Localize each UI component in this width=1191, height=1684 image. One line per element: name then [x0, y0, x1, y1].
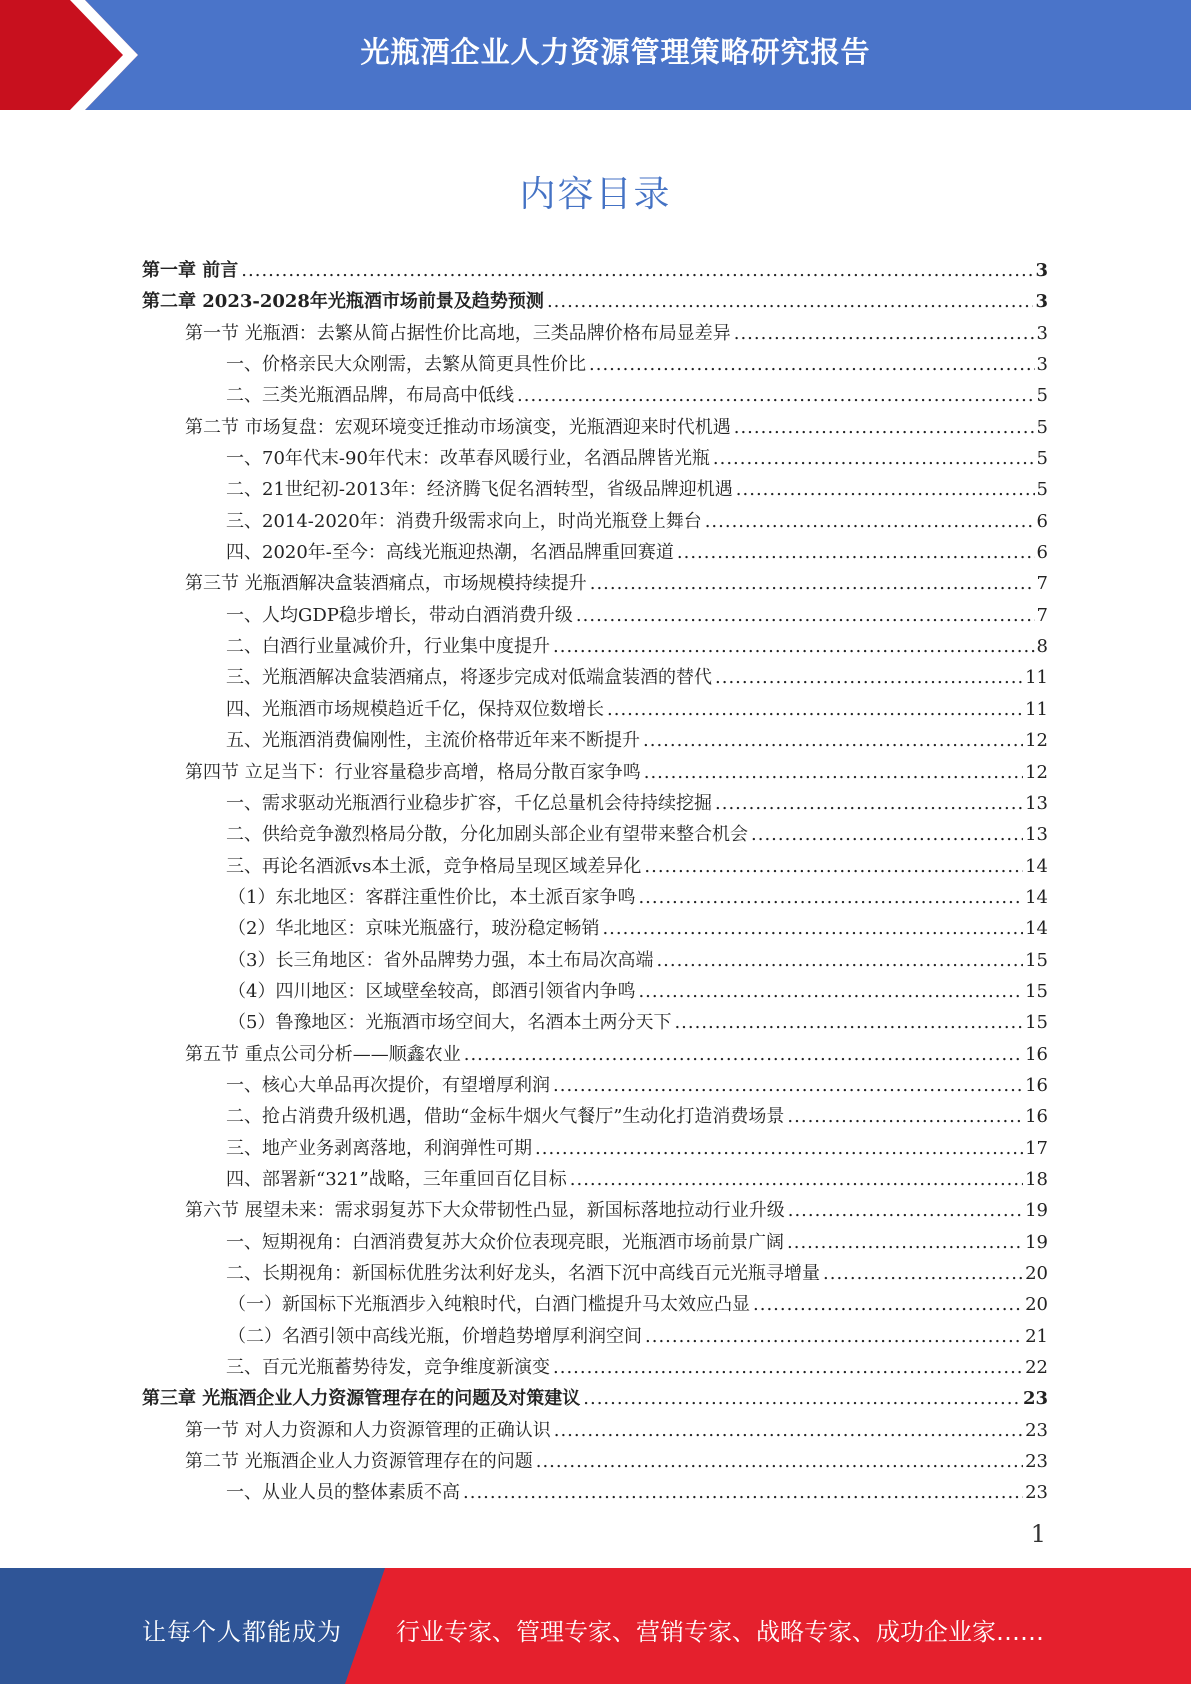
toc-entry-page: 17	[1025, 1137, 1048, 1159]
toc-entry-title: （一）新国标下光瓶酒步入纯粮时代，白酒门槛提升马太效应凸显	[228, 1294, 750, 1316]
toc-entry[interactable]	[142, 380, 1048, 411]
toc-entry-title: 三、再论名酒派vs本土派，竞争格局呈现区域差异化	[226, 855, 642, 877]
toc-entry-title: 五、光瓶酒消费偏刚性，主流价格带近年来不断提升	[226, 730, 640, 752]
toc-entry-page: 3	[1036, 354, 1048, 376]
toc-entry[interactable]	[142, 1477, 1048, 1508]
toc-leader-dots	[535, 1133, 1023, 1164]
toc-entry-page: 11	[1025, 698, 1048, 720]
toc-leader-dots	[734, 318, 1035, 349]
toc-entry-title: 三、光瓶酒解决盒装酒痛点，将逐步完成对低端盒装酒的替代	[226, 667, 712, 689]
toc-entry[interactable]	[142, 1007, 1048, 1038]
toc-entry[interactable]	[142, 1383, 1048, 1414]
toc-entry-title: 一、从业人员的整体素质不高	[226, 1482, 460, 1504]
toc-entry[interactable]	[142, 443, 1048, 474]
toc-entry[interactable]	[142, 1446, 1048, 1477]
toc-leader-dots	[589, 349, 1035, 380]
toc-entry[interactable]	[142, 788, 1048, 819]
toc-entry-title: （2）华北地区：京味光瓶盛行，玻汾稳定畅销	[228, 918, 600, 940]
footer-slogan: 让每个人都能成为	[142, 1618, 342, 1646]
toc-leader-dots	[590, 568, 1035, 599]
toc-entry[interactable]	[142, 286, 1048, 317]
toc-leader-dots	[464, 1039, 1023, 1070]
toc-entry-page: 5	[1036, 416, 1048, 438]
toc-entry-title: （3）长三角地区：省外品牌势力强，本土布局次高端	[228, 949, 654, 971]
toc-entry-title: 一、价格亲民大众刚需，去繁从简更具性价比	[226, 354, 586, 376]
toc-entry[interactable]	[142, 1415, 1048, 1446]
toc-leader-dots	[553, 1352, 1023, 1383]
toc-entry-page: 3	[1035, 260, 1048, 281]
toc-entry[interactable]	[142, 913, 1048, 944]
toc-entry[interactable]	[142, 757, 1048, 788]
toc-entry[interactable]	[142, 1133, 1048, 1164]
toc-leader-dots	[241, 255, 1033, 286]
toc-entry-title: 第一节 对人力资源和人力资源管理的正确认识	[185, 1419, 551, 1441]
toc-leader-dots	[656, 945, 1023, 976]
toc-entry-page: 20	[1025, 1294, 1048, 1316]
toc-entry-page: 14	[1025, 886, 1048, 908]
toc-entry-title: （1）东北地区：客群注重性价比，本土派百家争鸣	[228, 886, 636, 908]
toc-leader-dots	[607, 694, 1023, 725]
toc-entry-page: 14	[1025, 918, 1048, 940]
toc-entry-page: 11	[1025, 667, 1048, 689]
toc-entry-page: 16	[1025, 1106, 1048, 1128]
toc-entry-title: 二、长期视角：新国标优胜劣汰利好龙头，名酒下沉中高线百元光瓶寻增量	[226, 1263, 820, 1284]
toc-entry[interactable]	[142, 255, 1048, 286]
toc-leader-dots	[787, 1101, 1023, 1132]
table-of-contents	[142, 255, 1048, 1509]
toc-entry-page: 3	[1035, 291, 1048, 313]
toc-leader-dots	[576, 600, 1035, 631]
toc-leader-dots	[715, 788, 1023, 819]
toc-entry[interactable]	[142, 1258, 1048, 1289]
page-number: 1	[1030, 1520, 1046, 1548]
toc-leader-dots	[463, 1477, 1023, 1508]
report-title: 光瓶酒企业人力资源管理策略研究报告	[360, 35, 871, 69]
toc-entry-page: 16	[1025, 1043, 1048, 1065]
toc-entry[interactable]	[142, 1289, 1048, 1320]
toc-entry-title: （4）四川地区：区域壁垒较高，郎酒引领省内争鸣	[228, 980, 636, 1002]
toc-leader-dots	[677, 537, 1035, 568]
toc-entry-page: 6	[1036, 542, 1048, 564]
toc-entry-title: 二、供给竞争激烈格局分散，分化加剧头部企业有望带来整合机会	[226, 824, 748, 846]
toc-leader-dots	[645, 1321, 1023, 1352]
toc-leader-dots	[713, 443, 1035, 474]
toc-entry-title: 二、三类光瓶酒品牌，布局高中低线	[226, 385, 514, 407]
toc-entry-page: 12	[1025, 730, 1048, 752]
toc-entry-title: 一、短期视角：白酒消费复苏大众价位表现亮眼，光瓶酒市场前景广阔	[226, 1231, 784, 1253]
toc-leader-dots	[553, 1070, 1023, 1101]
toc-entry-page: 13	[1025, 792, 1048, 814]
toc-entry-page: 6	[1036, 510, 1048, 532]
toc-entry-page: 20	[1025, 1263, 1048, 1284]
toc-entry-page: 18	[1025, 1168, 1048, 1190]
toc-leader-dots	[751, 819, 1023, 850]
toc-entry-title: 第二章 2023-2028年光瓶酒市场前景及趋势预测	[142, 291, 544, 313]
toc-leader-dots	[583, 1383, 1021, 1414]
toc-entry-title: 第三章 光瓶酒企业人力资源管理存在的问题及对策建议	[142, 1388, 581, 1410]
footer-roles: 行业专家、管理专家、营销专家、战略专家、成功企业家……	[396, 1618, 1044, 1646]
toc-leader-dots	[674, 1007, 1023, 1038]
toc-entry-page: 15	[1025, 1012, 1048, 1034]
toc-leader-dots	[517, 380, 1035, 411]
toc-entry-title: 第一章 前言	[142, 260, 239, 281]
toc-entry-page: 16	[1025, 1074, 1048, 1096]
toc-entry-page: 5	[1036, 479, 1048, 501]
toc-entry-page: 13	[1025, 824, 1048, 846]
toc-entry-page: 15	[1025, 949, 1048, 971]
toc-leader-dots	[547, 286, 1034, 317]
toc-entry-page: 15	[1025, 980, 1048, 1002]
header-banner	[0, 0, 1191, 110]
toc-leader-dots	[788, 1195, 1023, 1226]
toc-entry-page: 5	[1036, 385, 1048, 407]
toc-entry[interactable]	[142, 725, 1048, 756]
toc-entry-title: 三、百元光瓶蓄势待发，竞争维度新演变	[226, 1357, 550, 1379]
toc-leader-dots	[570, 1164, 1023, 1195]
toc-leader-dots	[705, 506, 1035, 537]
toc-entry-title: 二、白酒行业量减价升，行业集中度提升	[226, 636, 550, 658]
toc-leader-dots	[715, 662, 1023, 693]
toc-entry[interactable]	[142, 1070, 1048, 1101]
toc-leader-dots	[823, 1258, 1023, 1289]
toc-leader-dots	[638, 976, 1023, 1007]
toc-entry[interactable]	[142, 1101, 1048, 1132]
toc-entry[interactable]	[142, 600, 1048, 631]
toc-entry[interactable]	[142, 631, 1048, 662]
toc-entry-title: 四、2020年-至今：高线光瓶迎热潮，名酒品牌重回赛道	[226, 542, 674, 564]
toc-entry-page: 12	[1025, 761, 1048, 783]
toc-entry-title: 第三节 光瓶酒解决盒装酒痛点，市场规模持续提升	[185, 573, 587, 595]
toc-entry-page: 23	[1025, 1419, 1048, 1441]
toc-entry-title: 一、需求驱动光瓶酒行业稳步扩容，千亿总量机会待持续挖掘	[226, 792, 712, 814]
toc-entry[interactable]	[142, 1352, 1048, 1383]
toc-entry[interactable]	[142, 1164, 1048, 1195]
toc-entry[interactable]	[142, 1039, 1048, 1070]
toc-entry-title: 四、部署新“321”战略，三年重回百亿目标	[226, 1168, 567, 1190]
toc-entry-title: （二）名酒引领中高线光瓶，价增趋势增厚利润空间	[228, 1325, 642, 1347]
toc-leader-dots	[602, 913, 1023, 944]
toc-entry-page: 23	[1025, 1451, 1048, 1473]
toc-entry[interactable]	[142, 474, 1048, 505]
toc-entry-page: 21	[1025, 1325, 1048, 1347]
toc-entry-title: 第四节 立足当下：行业容量稳步高增，格局分散百家争鸣	[185, 761, 641, 783]
toc-entry-title: 第五节 重点公司分析——顺鑫农业	[185, 1043, 461, 1065]
toc-entry-title: 一、人均GDP稳步增长，带动白酒消费升级	[226, 604, 573, 626]
toc-leader-dots	[734, 412, 1035, 443]
toc-leader-dots	[643, 725, 1023, 756]
toc-heading: 内容目录	[519, 174, 672, 215]
toc-entry-title: 二、21世纪初-2013年：经济腾飞促名酒转型，省级品牌迎机遇	[226, 479, 733, 501]
toc-entry-page: 7	[1036, 573, 1048, 595]
toc-entry[interactable]	[142, 819, 1048, 850]
toc-leader-dots	[536, 1446, 1023, 1477]
toc-entry-title: 四、光瓶酒市场规模趋近千亿，保持双位数增长	[226, 698, 604, 720]
toc-leader-dots	[644, 851, 1023, 882]
toc-entry-page: 3	[1036, 322, 1048, 344]
toc-entry-page: 22	[1025, 1357, 1048, 1379]
toc-entry[interactable]	[142, 349, 1048, 380]
toc-entry-title: 三、2014-2020年：消费升级需求向上，时尚光瓶登上舞台	[226, 510, 702, 532]
toc-entry[interactable]	[142, 694, 1048, 725]
toc-entry-page: 23	[1025, 1482, 1048, 1504]
toc-entry[interactable]	[142, 412, 1048, 443]
toc-entry[interactable]	[142, 537, 1048, 568]
toc-entry[interactable]	[142, 662, 1048, 693]
toc-entry-page: 14	[1025, 855, 1048, 877]
toc-leader-dots	[787, 1227, 1023, 1258]
toc-entry[interactable]	[142, 1227, 1048, 1258]
toc-entry[interactable]	[142, 506, 1048, 537]
toc-leader-dots	[736, 474, 1035, 505]
toc-entry-title: 第二节 光瓶酒企业人力资源管理存在的问题	[185, 1451, 533, 1473]
toc-entry-page: 19	[1025, 1231, 1048, 1253]
toc-entry-page: 7	[1036, 604, 1048, 626]
toc-leader-dots	[644, 757, 1023, 788]
toc-entry-title: 一、核心大单品再次提价，有望增厚利润	[226, 1074, 550, 1096]
toc-entry-title: 第六节 展望未来：需求弱复苏下大众带韧性凸显，新国标落地拉动行业升级	[185, 1200, 785, 1222]
toc-entry[interactable]	[142, 945, 1048, 976]
toc-entry-title: （5）鲁豫地区：光瓶酒市场空间大，名酒本土两分天下	[228, 1012, 672, 1034]
toc-leader-dots	[553, 631, 1035, 662]
toc-leader-dots	[554, 1415, 1023, 1446]
toc-entry[interactable]	[142, 851, 1048, 882]
toc-entry-title: 第二节 市场复盘：宏观环境变迁推动市场演变，光瓶酒迎来时代机遇	[185, 416, 731, 438]
toc-entry[interactable]	[142, 568, 1048, 599]
toc-entry[interactable]	[142, 1321, 1048, 1352]
toc-entry[interactable]	[142, 1195, 1048, 1226]
toc-entry-page: 23	[1022, 1388, 1048, 1410]
footer-banner	[0, 1568, 1191, 1684]
toc-entry-page: 8	[1036, 636, 1048, 658]
toc-entry[interactable]	[142, 318, 1048, 349]
toc-entry[interactable]	[142, 882, 1048, 913]
toc-entry-title: 二、抢占消费升级机遇，借助“金标牛烟火气餐厅”生动化打造消费场景	[226, 1106, 785, 1128]
toc-entry-title: 三、地产业务剥离落地，利润弹性可期	[226, 1137, 532, 1159]
toc-entry-page: 5	[1036, 448, 1048, 470]
toc-entry[interactable]	[142, 976, 1048, 1007]
toc-leader-dots	[638, 882, 1023, 913]
toc-entry-title: 第一节 光瓶酒：去繁从简占据性价比高地，三类品牌价格布局显差异	[185, 322, 731, 344]
toc-entry-title: 一、70年代末-90年代末：改革春风暖行业，名酒品牌皆光瓶	[226, 448, 710, 470]
toc-entry-page: 19	[1025, 1200, 1048, 1222]
toc-leader-dots	[753, 1289, 1023, 1320]
